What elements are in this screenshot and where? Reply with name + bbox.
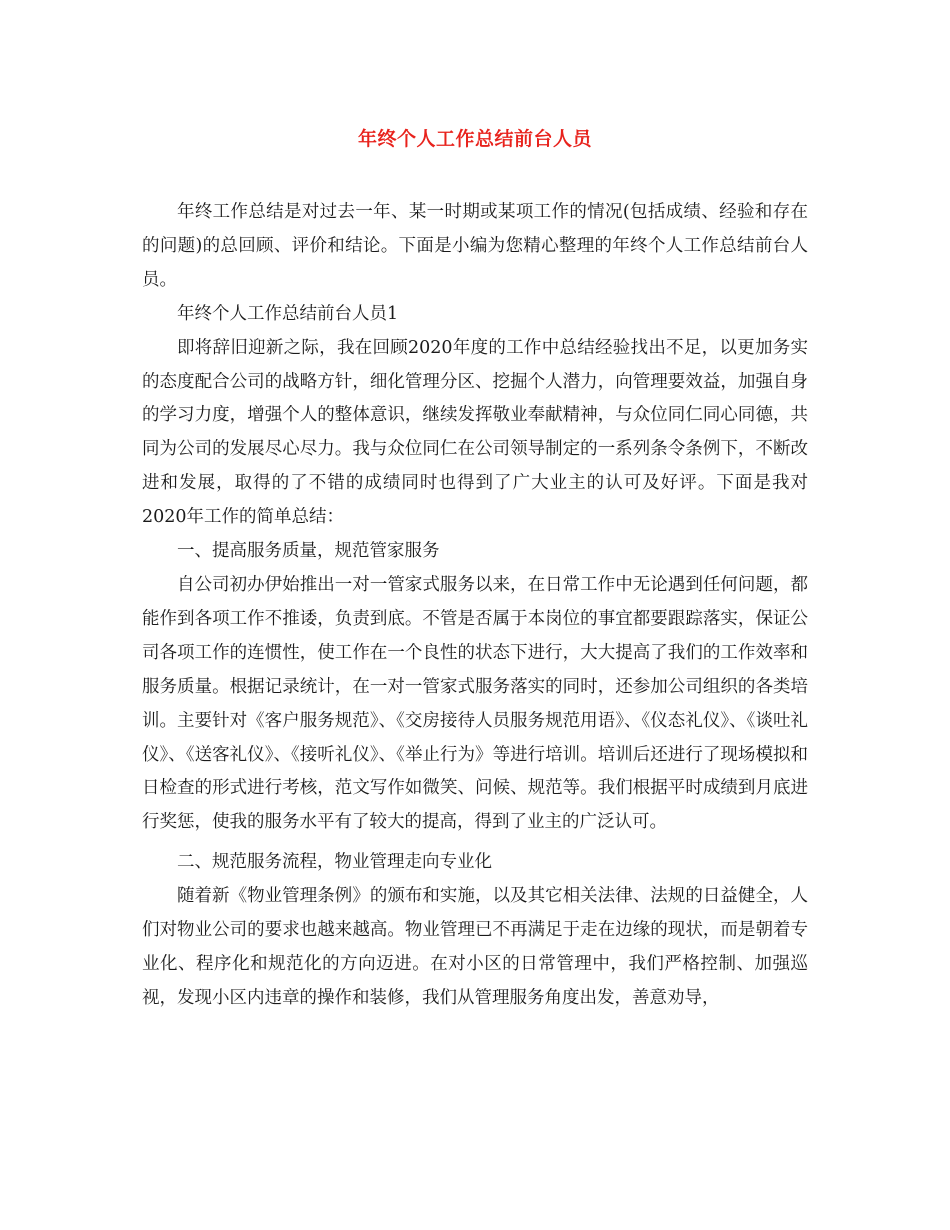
document-title: 年终个人工作总结前台人员 xyxy=(357,128,592,150)
paragraph-service-process: 随着新《物业管理条例》的颁布和实施，以及其它相关法律、法规的日益健全，人们对物业公司的要求也越来越高。物业管理已不再满足于走在边缘的现状，而是朝着专业化、程序化和规范化的方向迈进。在对小区的日常管理中，我们严格控制、加强巡视，发现小区内违章的操作和装修，我们从管理服务角度出发，善意劝导， xyxy=(142,886,808,1008)
paragraph-overview: 即将辞旧迎新之际，我在回顾2020年度的工作中总结经验找出不足，以更加务实的态度配合公司的战略方针，细化管理分区、挖掘个人潜力，向管理要效益，加强自身的学习力度，增强个人的整体意识，继续发挥敬业奉献精神，与众位同仁同心同德，共同为公司的发展尽心尽力。我与众位同仁在公司领导制定的一系列条令条例下，不断改进和发展，取得的了不错的成绩同时也得到了广大业主的认可及好评。下面是我对2020年工作的简单总结： xyxy=(142,337,808,528)
paragraph-service-quality: 自公司初办伊始推出一对一管家式服务以来，在日常工作中无论遇到任何问题，都能作到各项工作不推诿，负责到底。不管是否属于本岗位的事宜都要跟踪落实，保证公司各项工作的连惯性，使工作在一个良性的状态下进行，大大提高了我们的工作效率和服务质量。根据记录统计，在一对一管家式服务落实的同时，还参加公司组织的各类培训。主要针对《客户服务规范》、《交房接待人员服务规范用语》、《仪态礼仪》、《谈吐礼仪》、《送客礼仪》、《接听礼仪》、《举止行为》等进行培训。培训后还进行了现场模拟和日检查的形式进行考核，范文写作如微笑、问候、规范等。我们根据平时成绩到月底进行奖惩，使我的服务水平有了较大的提高，得到了业主的广泛认可。 xyxy=(142,574,808,833)
subheading-service-process: 二、规范服务流程，物业管理走向专业化 xyxy=(177,852,492,873)
document-body xyxy=(142,196,808,1016)
subheading-service-quality: 一、提高服务质量，规范管家服务 xyxy=(177,541,440,562)
section-heading-1: 年终个人工作总结前台人员1 xyxy=(177,303,399,324)
intro-paragraph: 年终工作总结是对过去一年、某一时期或某项工作的情况(包括成绩、经验和存在的问题)的总回顾、评价和结论。下面是小编为您精心整理的年终个人工作总结前台人员。 xyxy=(142,202,808,290)
